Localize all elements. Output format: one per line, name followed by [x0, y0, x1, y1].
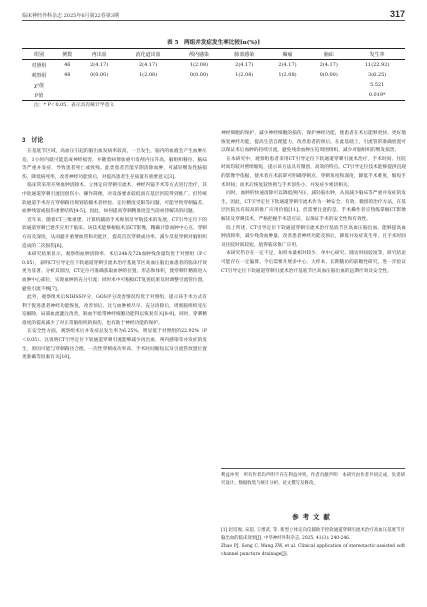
reference-item: [1] 赵培俊, 宋超, 王增武, 等. 新型立体定向仪辅助手控软通道穿刺引流术治疗高血压基底节区脑出血的临床效果[J]. 中华神经外科杂志, 2025, 41(3): 240-246.: [221, 528, 405, 541]
paragraph: 在本研究中，观察组患者采用CT引导定位下软通道穿刺引流术治疗，手术时间、住院时间均较对照组缩短，提示该方法具有微创、高效的特点。CT引导定位技术能够提供直观的影像学依据，使术者在术前即可明确穿刺点、穿刺角度和深度，降低手术难度，缩短手术时间；而术后恢复较快则与手术创伤小、并发症少密切相关。: [221, 156, 406, 188]
table-cell: [79, 80, 120, 90]
table-cell: [222, 90, 267, 101]
table-cell: 46: [64, 62, 71, 68]
table-cell: 5.521: [369, 82, 385, 88]
table-cell: 0(0.00): [189, 72, 209, 78]
section-heading: 3 讨论: [22, 138, 44, 144]
table-cell: P值: [22, 90, 56, 101]
table-cell: [308, 90, 349, 101]
table-body: [22, 60, 405, 101]
table-cell: 1(2.08): [235, 72, 254, 78]
table-cell: 11(22.92): [364, 62, 390, 68]
paragraph: 临床常采用开颅血肿清除术、立体定向穿刺引流术、神经内镜手术等方式进行治疗，其中软通道穿刺引流因创伤小、操作简便、对设备要求较低而在基层医院得到推广。但传统软通道手术存在穿刺路径规划依赖术者经验、定位精度受限等问题，可能导致穿刺偏差、血肿残留或损伤重要结构[4-5]。因此，如何提高穿刺精准度是当前亟待解决的问题。: [22, 183, 207, 215]
reference-list: [221, 527, 405, 559]
table-row: [22, 60, 405, 71]
column-header: 颅内感染: [176, 49, 221, 60]
table-cell: 2(4.17): [90, 62, 109, 68]
column-header: 例数: [56, 49, 79, 60]
table-cell: 2(4.17): [138, 62, 158, 68]
table-cell: 2(4.17): [319, 62, 338, 68]
table-cell: [56, 80, 79, 90]
table-cell: 2(4.17): [235, 62, 254, 68]
table-cell: [308, 80, 349, 90]
table-cell: [267, 90, 308, 101]
table-cell: 2(4.17): [278, 62, 297, 68]
table-cell: [222, 80, 267, 90]
table-row: [22, 80, 405, 90]
complication-table: [22, 48, 405, 101]
right-column: [221, 130, 406, 276]
column-header: 再出血: [79, 49, 120, 60]
table-cell: 1(2.08): [189, 62, 209, 68]
references-heading: 参考文献: [292, 513, 334, 521]
paragraph: 在基底节区域，高血压引起的脑出血发病率较高，一旦发生，脑内的血液会产生血肿压迫，1小时内就可能造成神经损害，并随着病情加重引发颅内压升高、脑组织移位、脑疝等严重并发症，导致患者死亡或致残。此类患者若能早期清除血肿，可减轻继发性脑损伤，降低病死率，改善神经功能预后，对提高患者生存质量有重要意义[3]。: [22, 149, 207, 180]
table-row: [22, 90, 405, 101]
table-cell: 48: [64, 72, 71, 78]
table-cell: [267, 80, 308, 90]
paragraph: 本研究仍存在一定不足，如样本量相对较少、单中心研究、随访时间较短等，研究结论可能存在一定偏倚。今后需要开展多中心、大样本、长期随访的前瞻性研究，进一步验证CT引导定位下软通道穿刺引流术治疗基底节区高血压脑出血的远期疗效及安全性。: [221, 251, 406, 274]
table-note: 注：* P＜0.05，表示具有统计学意义: [34, 103, 115, 108]
table-cell: χ²值: [33, 82, 44, 89]
paragraph: 近年来，随着CT三维重建、计算机辅助手术规划及导航技术的发展，CT引导定位下的软通道穿刺已逐步应用于临床。该技术能够根据术前CT影像，精确计算血肿中心点、穿刺方向及深度，从而避开重要血管和功能区，提高首次穿刺成功率，减少反复穿刺对脑组织造成的二次损伤[6]。: [22, 217, 207, 249]
left-column: [22, 148, 207, 363]
paragraph: 本研究结果显示，观察组血肿清除率、术后24h及72h血肿残余量均优于对照组（P＜0.05），表明CT引导定位下软通道穿刺引流术治疗基底节区高血压脑出血患者的临床疗效更为显著。分析其原因，CT定位可准确获取血肿的位置、形态和体积，使穿刺针精准进入血肿中心部位，实现血肿的充分引流；同时术中可根据CT复查结果及时调整引流管位置，避免引流不畅[7]。: [22, 252, 207, 292]
table-cell: [79, 90, 120, 101]
page-number: 317: [389, 9, 405, 19]
table-cell: 0.019*: [349, 90, 405, 101]
column-header: 癫痫: [267, 49, 308, 60]
table-cell: 对照组: [31, 62, 47, 69]
table-cell: 1(2.08): [138, 72, 158, 78]
column-header: 组别: [22, 49, 56, 60]
table-cell: [120, 90, 177, 101]
table-cell: 观察组: [31, 72, 47, 79]
table-row: [22, 70, 405, 80]
paragraph: 同时，血肿的快速清除可以降低颅内压，减轻脑水肿，从而减少脑疝等严重并发症的发生。因此，CT引导定位下软通道穿刺引流术作为一种安全、有效、微创的治疗方法，在基层医院具有较高的推广应用价值[11]。但需要注意的是，手术操作者应熟练掌握CT影像解读及穿刺技术，严格把握手术适应证，以保证手术的安全性和有效性。: [221, 191, 406, 222]
column-header: 肺部感染: [222, 49, 267, 60]
table-header-row: [22, 49, 405, 60]
table-cell: [120, 80, 177, 90]
header-rule: [22, 20, 405, 21]
table-cell: 3(6.25): [368, 72, 387, 78]
reference-item: Zhao PJ, Song C, Wang ZW, et al. Clinical application of stereotactic-assisted soft channel puncture drainage[J].: [221, 544, 405, 557]
paragraph: 综上所述，CT引导定位下软通道穿刺引流术治疗基底节区高血压脑出血，能够提高血肿清除率，减少残余血肿量，改善患者神经功能及预后，降低并发症发生率，且手术时间及住院时间较短，值得临床推广应用。: [221, 225, 406, 248]
table-cell: [176, 90, 221, 101]
table-cell: 0(0.00): [90, 72, 109, 78]
statement-block: 利益冲突 所有作者均声明不存在利益冲突。作者贡献声明 本研究由作者共同完成，负责研究设计、数据收集与统计分析、论文撰写及修改。: [221, 468, 405, 488]
paragraph: 神经细胞的保护，减少神经细胞的损伤，保护神经功能，使患者在术后能够更快、更好地恢复神经功能，提高生活自理能力，改善患者的预后。在此基础上，引流管的准确放置可以保证术后血肿的持续引流，避免残余血肿压迫周围组织，减少对脑组织的继发损害。: [221, 131, 406, 154]
column-header: 发生率: [349, 49, 405, 60]
table-cell: [56, 90, 79, 101]
running-header: [22, 9, 405, 19]
paragraph: 此外，观察组术后NIHSS评分、GOS评分改善情况均优于对照组，提示该手术方式有利于促进患者神经功能恢复，改善预后。这与血肿被尽早、充分清除后，周围脑组织受压迫解除，局部血流灌注改善，缺血半暗带神经细胞功能得以恢复有关[8-9]。同时，穿刺精准度的提高减少了对正常脑组织的损伤，也有助于神经功能的保护。: [22, 295, 207, 326]
table-cell: [176, 80, 221, 90]
table-cell: 1(2.08): [278, 72, 297, 78]
paragraph: 在安全性方面，观察组术后并发症总发生率为6.25%，明显低于对照组的22.92%（P＜0.05）。这说明CT引导定位下软通道穿刺引流能够减少再出血、颅内感染等并发症的发生，原因可能与穿刺路径合理、一次性穿刺成功率高、手术时间缩短以及引流管放置位置更准确等因素有关[10]。: [22, 329, 207, 361]
journal-line: 临床神经外科杂志 2025年6月第22卷第3期: [22, 13, 120, 19]
table-caption: 表 5 两组并发症发生率比较[n(%)]: [167, 40, 260, 46]
column-header: 脑疝: [308, 49, 349, 60]
table-cell: 0(0.00): [319, 72, 338, 78]
column-header: 消化道出血: [120, 49, 177, 60]
